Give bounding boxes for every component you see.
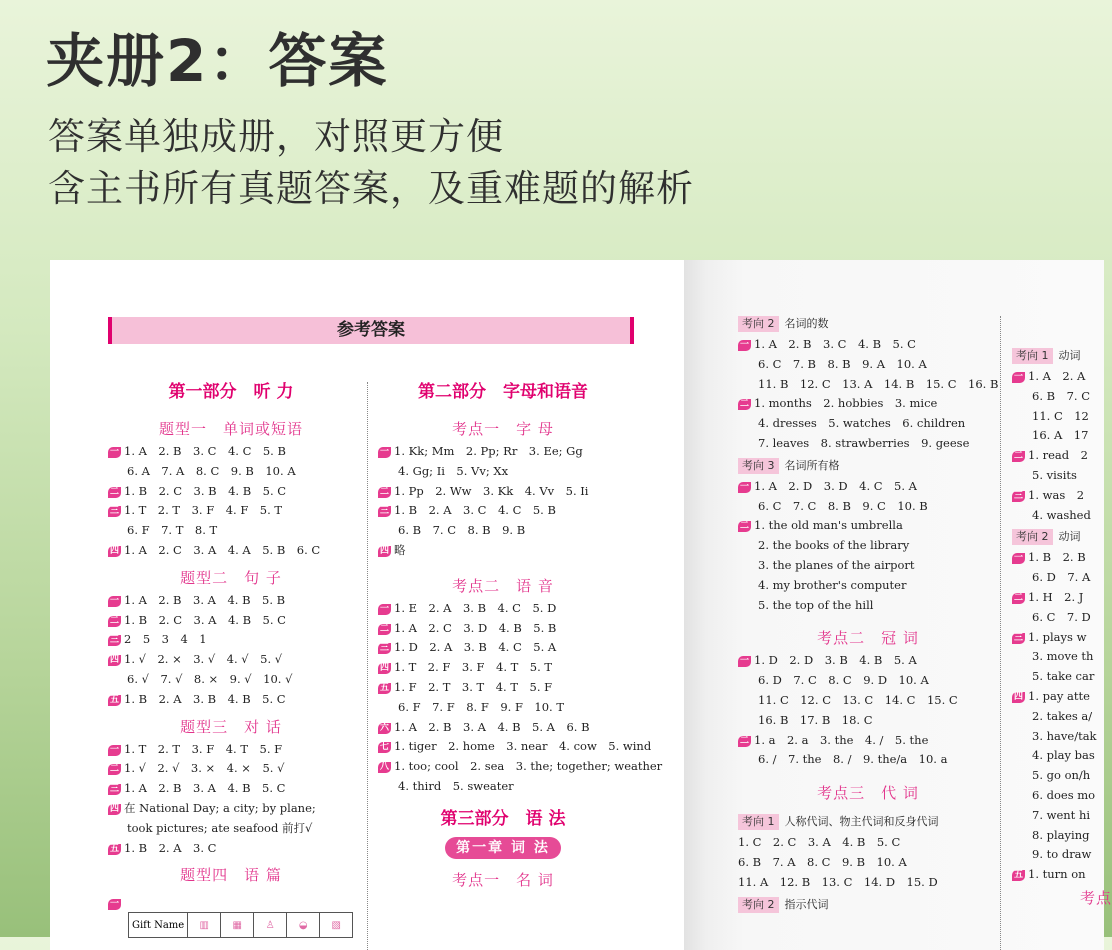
answer-text: 3. the planes of the airport <box>758 557 915 572</box>
direction-tag: 考向 1 <box>738 814 779 830</box>
answer-line <box>1012 667 1112 687</box>
answer-text: 1. turn on <box>1028 867 1086 882</box>
number-badge: 一 <box>739 481 749 492</box>
direction-heading <box>1012 344 1112 367</box>
answer-line <box>108 482 354 502</box>
answer-text: 11. A 12. B 13. C 14. D 15. D <box>738 874 938 889</box>
answer-line <box>1012 727 1112 747</box>
direction-heading <box>738 454 998 477</box>
answer-line <box>1012 446 1112 466</box>
answer-text: 1. pay atte <box>1028 688 1090 703</box>
answer-text: 7. leaves 8. strawberries 9. geese <box>758 435 970 450</box>
answer-line <box>1012 687 1112 707</box>
answer-text: 1. D 2. A 3. B 4. C 5. A <box>394 640 557 655</box>
left-col-1 <box>108 378 354 914</box>
answer-text: 1. A 2. B 3. C 4. C 5. B <box>124 444 286 458</box>
answer-text: 1. √ 2. × 3. √ 4. √ 5. √ <box>124 652 283 667</box>
answer-text: 1. A 2. B 3. A 4. B 5. B <box>124 592 286 607</box>
answer-text: 11. B 12. C 13. A 14. B 15. C 16. B <box>758 376 999 391</box>
gift-picture-icon: ▧ <box>320 913 353 938</box>
subsection-title: 题型一 单词或短语 <box>158 420 303 438</box>
answer-line <box>108 779 354 799</box>
answer-text: 6. C 7. C 8. B 9. C 10. B <box>758 498 928 513</box>
direction-tag: 考向 2 <box>1012 529 1053 545</box>
subsection-title: 考点 <box>1079 888 1112 907</box>
answer-line <box>378 521 628 541</box>
answer-line <box>738 596 998 616</box>
answer-text: 4. dresses 5. watches 6. children <box>758 416 966 431</box>
answer-line <box>1012 826 1112 846</box>
answer-text: 1. A 2. B 3. C 4. B 5. C <box>754 337 916 351</box>
answer-text: 6. B 7. C <box>1032 388 1091 403</box>
direction-title: 动词 <box>1058 349 1081 362</box>
answer-text: 1. B 2. A 3. C 4. C 5. B <box>394 503 556 518</box>
answer-list <box>108 442 354 561</box>
number-badge: 五 <box>109 843 119 854</box>
number-badge: 一 <box>379 603 389 614</box>
answer-line <box>738 731 998 751</box>
answer-text: 3. move th <box>1032 649 1094 664</box>
answer-text: 1. H 2. J <box>1028 589 1084 604</box>
gift-picture-icon: ▥ <box>188 913 221 938</box>
answer-line <box>738 853 998 873</box>
answer-text: 1. B 2. C 3. A 4. B 5. C <box>124 612 286 627</box>
answer-line <box>1012 806 1112 826</box>
answer-text: 1. A 2. B 3. A 4. B 5. A 6. B <box>394 719 590 734</box>
answer-line <box>738 434 998 454</box>
answer-line <box>738 516 998 536</box>
answer-list <box>738 651 998 770</box>
answer-text: 6. does mo <box>1032 787 1096 802</box>
answer-text: 1. A 2. A <box>1028 369 1086 383</box>
answer-text: 6. D 7. C 8. C 9. D 10. A <box>758 673 929 688</box>
number-badge: 三 <box>379 643 389 654</box>
column-divider <box>367 382 368 950</box>
answer-line <box>378 658 628 678</box>
answer-text: 1. A 2. B 3. A 4. B 5. C <box>124 781 286 796</box>
answer-line <box>1012 628 1112 648</box>
answer-text: 4. washed <box>1032 507 1091 522</box>
answer-line <box>378 501 628 521</box>
answer-text: 4. play bas <box>1032 748 1095 763</box>
answer-text: 4. third 5. sweater <box>398 778 514 793</box>
answer-list <box>378 599 663 797</box>
answer-line <box>378 619 628 639</box>
answer-list <box>738 477 998 616</box>
answer-text: 2. the books of the library <box>758 538 910 553</box>
answer-line <box>1012 786 1112 806</box>
answer-text: 6. C 7. D <box>1032 609 1091 624</box>
section-title: 第二部分 字母和语音 <box>418 382 588 402</box>
answer-text: 2 5 3 4 1 <box>124 632 207 647</box>
number-badge: 八 <box>379 762 389 773</box>
subsection-title: 题型四 语 篇 <box>180 866 282 885</box>
answer-line <box>108 501 354 521</box>
number-badge: 五 <box>379 682 389 693</box>
direction-title: 人称代词、物主代词和反身代词 <box>784 815 939 829</box>
direction-title: 名词的数 <box>784 317 829 330</box>
answer-list <box>1012 548 1112 885</box>
number-badge: 二 <box>109 615 119 626</box>
answer-line <box>1012 647 1112 667</box>
answer-text: 1. Kk; Mm 2. Pp; Rr 3. Ee; Gg <box>394 444 583 458</box>
answer-line <box>738 335 998 355</box>
answer-line <box>738 355 998 375</box>
answer-text: 6. / 7. the 8. / 9. the/a 10. a <box>758 752 948 767</box>
number-badge: 二 <box>739 521 749 532</box>
answer-text: 1. T 2. F 3. F 4. T 5. T <box>394 660 553 675</box>
number-badge: 七 <box>379 742 389 753</box>
answer-line <box>738 536 998 556</box>
section-title: 第一部分 听 力 <box>168 382 294 402</box>
answer-line <box>1012 506 1112 526</box>
right-col-2 <box>1012 344 1112 911</box>
answer-text: 11. C 12 <box>1032 408 1089 423</box>
answer-text: 6. C 7. B 8. B 9. A 10. A <box>758 356 927 371</box>
number-badge: 二 <box>109 486 119 497</box>
direction-tag: 考向 2 <box>738 897 779 913</box>
number-badge: 一 <box>109 899 119 910</box>
answer-line <box>1012 707 1112 727</box>
answer-line <box>1012 588 1112 608</box>
answer-line <box>108 591 354 611</box>
gift-picture-icon: ▦ <box>221 913 254 938</box>
left-col-2 <box>378 378 663 893</box>
answer-line <box>378 462 628 482</box>
answer-text: 4. my brother's computer <box>758 577 907 592</box>
answer-line <box>738 414 998 434</box>
section-title: 第三部分 语 法 <box>440 808 566 829</box>
answer-line <box>1012 367 1112 387</box>
answer-text: took pictures; ate seafood 前打√ <box>127 820 313 835</box>
answer-line <box>738 873 998 893</box>
number-badge: 一 <box>739 656 749 667</box>
answer-line <box>738 833 998 853</box>
direction-title: 名词所有格 <box>784 458 840 472</box>
number-badge: 四 <box>109 655 119 666</box>
answer-text: 1. read 2 <box>1028 448 1088 463</box>
direction-heading <box>738 312 998 335</box>
answer-line <box>738 497 998 517</box>
subsection-title: 考点一 字 母 <box>452 420 554 438</box>
answer-line <box>378 737 652 757</box>
answer-line <box>738 394 998 414</box>
answer-text: 1. plays w <box>1028 629 1087 644</box>
answer-text: 6. D 7. A <box>1032 570 1091 585</box>
answer-line <box>108 799 354 819</box>
number-badge: 三 <box>109 635 119 646</box>
answer-text: 4. Gg; Ii 5. Vv; Xx <box>398 463 509 478</box>
answer-line <box>378 541 628 561</box>
answer-text: 1. too; cool 2. sea 3. the; together; weather <box>394 759 663 774</box>
answers-banner: 参考答案 <box>108 317 634 344</box>
number-badge: 一 <box>739 340 749 350</box>
subsection-title: 考点二 冠 词 <box>817 629 919 648</box>
column-divider <box>1000 316 1001 950</box>
answer-line <box>1012 746 1112 766</box>
answer-text: 1. B 2. B <box>1028 550 1086 565</box>
answer-line <box>1012 486 1112 506</box>
answer-line <box>108 521 354 541</box>
car-icon: ◒ <box>287 913 320 938</box>
number-badge: 四 <box>109 545 119 556</box>
answer-list <box>108 740 354 859</box>
answer-text: 7. went hi <box>1032 807 1091 822</box>
answer-line <box>108 442 354 462</box>
direction-title: 动词 <box>1058 530 1081 544</box>
answer-line <box>1012 766 1112 786</box>
answer-line <box>738 750 998 770</box>
answer-text: 6. √ 7. √ 8. × 9. √ 10. √ <box>127 671 293 686</box>
answer-text: 1. was 2 <box>1028 487 1085 502</box>
number-badge: 五 <box>1013 870 1023 881</box>
answer-text: 16. A 17 <box>1032 428 1089 443</box>
answer-book <box>50 260 1112 950</box>
answer-line <box>1012 845 1112 865</box>
answer-text: 11. C 12. C 13. C 14. C 15. C <box>758 692 958 707</box>
number-badge: 三 <box>379 506 389 517</box>
direction-tag: 考向 2 <box>738 316 779 332</box>
subsection-title: 题型二 句 子 <box>180 568 282 587</box>
answer-line <box>378 757 663 777</box>
answer-line <box>1012 387 1112 407</box>
answer-text: 1. A 2. C 3. A 4. A 5. B 6. C <box>124 542 321 557</box>
answer-text: 1. D 2. D 3. B 4. B 5. A <box>754 653 917 668</box>
answer-line <box>108 611 354 631</box>
answer-text: 1. the old man's umbrella <box>754 518 903 533</box>
number-badge: 一 <box>109 447 119 457</box>
gift-table <box>128 912 353 938</box>
answer-text: 在 National Day; a city; by plane; <box>124 800 316 815</box>
subsection-title: 考点一 名 词 <box>452 870 554 889</box>
answer-text: 6. B 7. A 8. C 9. B 10. A <box>738 854 907 869</box>
answer-text: 1. tiger 2. home 3. near 4. cow 5. wind <box>394 739 652 754</box>
answer-line <box>1012 865 1112 885</box>
answer-text: 1. E 2. A 3. B 4. C 5. D <box>394 600 557 615</box>
number-badge: 三 <box>109 506 119 517</box>
number-badge: 二 <box>739 735 749 746</box>
number-badge: 四 <box>109 803 119 814</box>
answer-line <box>108 630 354 650</box>
gift-name-label: Gift Name <box>129 913 188 938</box>
answer-line <box>1012 407 1112 427</box>
answer-text: 16. B 17. B 18. C <box>758 712 873 727</box>
number-badge: 二 <box>1013 592 1023 603</box>
answer-line <box>378 599 628 619</box>
answer-text: 1. A 2. D 3. D 4. C 5. A <box>754 478 917 493</box>
right-page <box>684 260 1112 950</box>
number-badge: 四 <box>379 663 389 674</box>
subsection-title: 考点三 代 词 <box>817 784 919 803</box>
answer-text: 1. F 2. T 3. T 4. T 5. F <box>394 679 553 694</box>
answer-text: 6. B 7. C 8. B 9. B <box>398 523 526 538</box>
answer-line <box>738 711 998 731</box>
gift-picture-icon: ♙ <box>254 913 287 938</box>
answer-text: 1. A 2. C 3. D 4. B 5. B <box>394 620 557 635</box>
chapter-pill: 第一章 词 法 <box>445 837 561 859</box>
answer-line <box>1012 466 1112 486</box>
answer-line <box>378 698 628 718</box>
answer-text: 3. have/tak <box>1032 728 1097 743</box>
answer-line <box>108 541 354 561</box>
answer-list <box>108 591 354 710</box>
answer-line <box>108 839 354 859</box>
answer-text: 5. take car <box>1032 669 1095 684</box>
answer-text: 1. months 2. hobbies 3. mice <box>754 396 938 411</box>
answer-line <box>108 462 354 482</box>
answer-line <box>738 477 998 497</box>
answer-text: 1. Pp 2. Ww 3. Kk 4. Vv 5. Ii <box>394 483 589 498</box>
answer-text: 1. C 2. C 3. A 4. B 5. C <box>738 835 901 850</box>
header-title: 夹册2：答案 <box>46 27 389 95</box>
number-badge: 一 <box>109 744 119 755</box>
number-badge: 二 <box>379 623 389 634</box>
answer-text: 1. B 2. A 3. B 4. B 5. C <box>124 691 286 706</box>
answer-text: 2. takes a/ <box>1032 708 1093 723</box>
answer-text: 1. √ 2. √ 3. × 4. × 5. √ <box>124 761 285 776</box>
number-badge: 二 <box>109 764 119 775</box>
answer-line <box>378 638 628 658</box>
number-badge: 五 <box>109 694 119 705</box>
direction-tag: 考向 3 <box>738 458 779 474</box>
answer-line <box>378 482 628 502</box>
answer-line <box>378 442 628 462</box>
number-badge: 四 <box>1013 691 1023 702</box>
number-badge: 一 <box>1013 553 1023 564</box>
answer-line <box>1012 568 1112 588</box>
left-page <box>50 260 684 950</box>
answer-line <box>108 690 354 710</box>
answer-line <box>108 819 354 839</box>
direction-heading <box>738 893 998 916</box>
answer-line <box>738 691 998 711</box>
answer-text: 1. B 2. C 3. B 4. B 5. C <box>124 483 287 498</box>
answer-list <box>1012 367 1112 525</box>
direction-title: 指示代词 <box>784 897 829 911</box>
answer-line <box>738 556 998 576</box>
answer-text: 8. playing <box>1032 827 1090 842</box>
direction-heading <box>1012 525 1112 548</box>
answer-text: 5. go on/h <box>1032 768 1091 783</box>
answer-line <box>1012 426 1112 446</box>
number-badge: 一 <box>379 447 389 457</box>
number-badge: 二 <box>739 399 749 410</box>
right-col-1 <box>738 312 998 916</box>
answer-line <box>1012 608 1112 628</box>
answer-text: 5. visits <box>1032 467 1077 482</box>
number-badge: 四 <box>379 545 389 556</box>
answer-line <box>738 651 998 671</box>
answer-list <box>378 442 628 561</box>
number-badge: 三 <box>1013 632 1023 643</box>
number-badge: 三 <box>109 784 119 795</box>
direction-heading <box>738 810 998 833</box>
number-badge: 三 <box>1013 490 1023 501</box>
number-badge: 二 <box>379 486 389 497</box>
answer-list <box>738 335 998 454</box>
answer-line <box>108 759 354 779</box>
direction-tag: 考向 1 <box>1012 348 1053 364</box>
answer-text: 略 <box>394 542 406 557</box>
answer-text: 1. a 2. a 3. the 4. / 5. the <box>754 732 929 747</box>
number-badge: 六 <box>379 722 389 733</box>
answer-text: 1. T 2. T 3. F 4. F 5. T <box>124 503 283 518</box>
answer-line <box>378 678 628 698</box>
answer-line <box>108 740 354 760</box>
answer-text: 5. the top of the hill <box>758 597 874 612</box>
answer-text: 1. T 2. T 3. F 4. T 5. F <box>124 741 283 756</box>
answer-text: 6. F 7. F 8. F 9. F 10. T <box>398 699 565 714</box>
number-badge: 二 <box>1013 451 1023 462</box>
number-badge: 一 <box>1013 372 1023 382</box>
header-subtitle-2: 含主书所有真题答案，及重难题的解析 <box>48 167 694 210</box>
answer-line <box>1012 548 1112 568</box>
answer-line <box>378 777 628 797</box>
answer-list <box>738 833 998 892</box>
answer-text: 6. F 7. T 8. T <box>127 523 218 538</box>
answer-line <box>738 576 998 596</box>
answer-line <box>108 650 354 670</box>
answer-text: 9. to draw <box>1032 847 1092 862</box>
answer-line <box>738 671 998 691</box>
number-badge: 一 <box>109 595 119 606</box>
subsection-title: 考点二 语 音 <box>452 576 554 595</box>
subsection-title: 题型三 对 话 <box>180 717 282 736</box>
answer-text: 1. B 2. A 3. C <box>124 840 217 855</box>
header-subtitle-1: 答案单独成册，对照更方便 <box>48 115 504 158</box>
answer-line <box>378 718 628 738</box>
answer-line <box>738 375 998 395</box>
answer-text: 6. A 7. A 8. C 9. B 10. A <box>127 463 296 478</box>
answer-line <box>108 670 354 690</box>
